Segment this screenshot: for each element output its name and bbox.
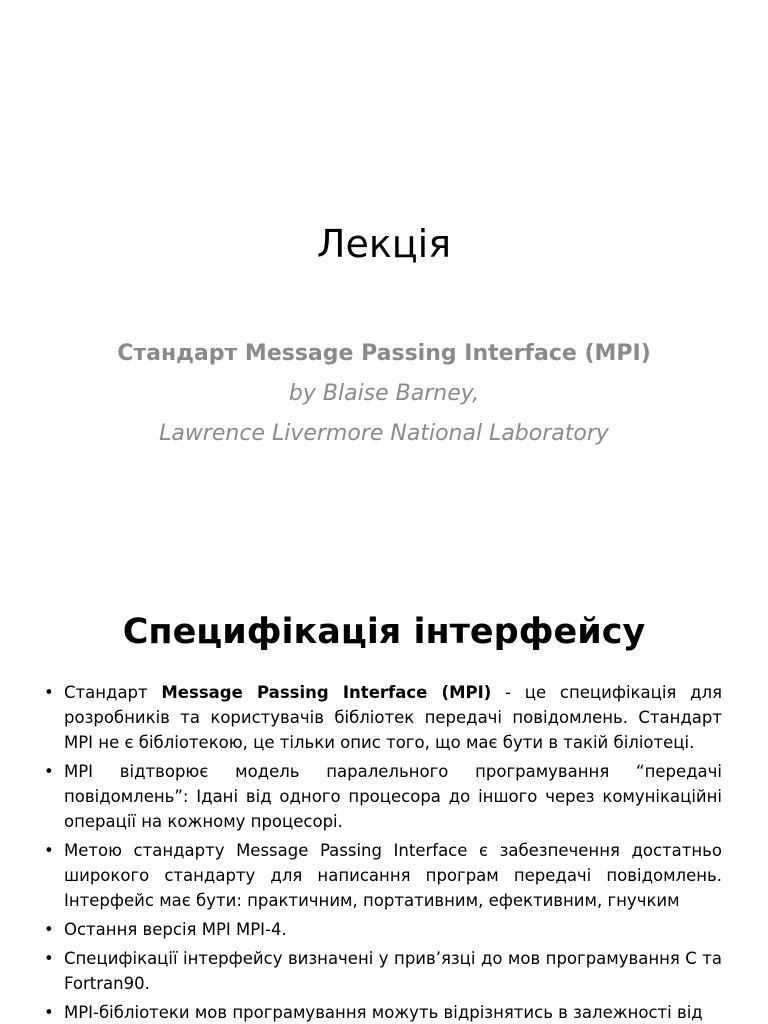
bullet-text: Метою стандарту Message Passing Interface є забезпечення достатньо широкого стандарту для написання програм передачі повідомлень. Інтерфейс має бути: практичним, портативним, ефективним, гнучким [64, 841, 722, 910]
bullet-text-suffix: - це специфікація для розробників та користувачів бібліотек передачі повідомлень. Стандарт MPI не є бібліотекою, це тільки опис того, що має бути в такій біліотеці. [64, 683, 722, 752]
bullet-marker: • [44, 949, 54, 968]
bullet-marker: • [44, 920, 54, 939]
bullet-marker: • [44, 1003, 54, 1022]
bullet-text: Специфікації інтерфейсу визначені у прив’язці до мов програмування C та Fortran90. [64, 949, 722, 993]
subtitle-author: by Blaise Barney, [288, 381, 480, 406]
bullet-item [44, 946, 722, 996]
bullet-marker: • [44, 762, 54, 781]
bullet-marker: • [44, 841, 54, 860]
bullet-item [44, 680, 722, 755]
content-slide [0, 576, 768, 1024]
bullet-text: MPI-бібліотеки мов програмування можуть відрізнятись в залежності від [64, 1003, 703, 1022]
bullet-item [44, 838, 722, 913]
slide-subtitle [0, 334, 768, 454]
content-slide-title: Специфікація інтерфейсу [122, 612, 646, 652]
bullet-text: Остання версія MPI MPI-4. [64, 920, 287, 939]
bullet-item [44, 917, 722, 942]
bullet-text-bold: Message Passing Interface (MPI) [161, 683, 492, 702]
subtitle-organization: Lawrence Livermore National Laboratory [159, 421, 609, 446]
slide-title: Лекція [316, 222, 452, 266]
bullet-text: MPI відтворює модель паралельного програмування “передачі повідомлень”: Ідані від одного процесора до іншого через комунікаційні операції на кожному процесорі. [64, 762, 722, 831]
bullet-list [44, 680, 722, 1024]
bullet-marker: • [44, 683, 54, 702]
bullet-item [44, 759, 722, 834]
bullet-item [44, 1000, 722, 1024]
subtitle-topic: Стандарт Message Passing Interface (MPI) [117, 341, 651, 366]
bullet-text-prefix: Стандарт [64, 683, 162, 702]
